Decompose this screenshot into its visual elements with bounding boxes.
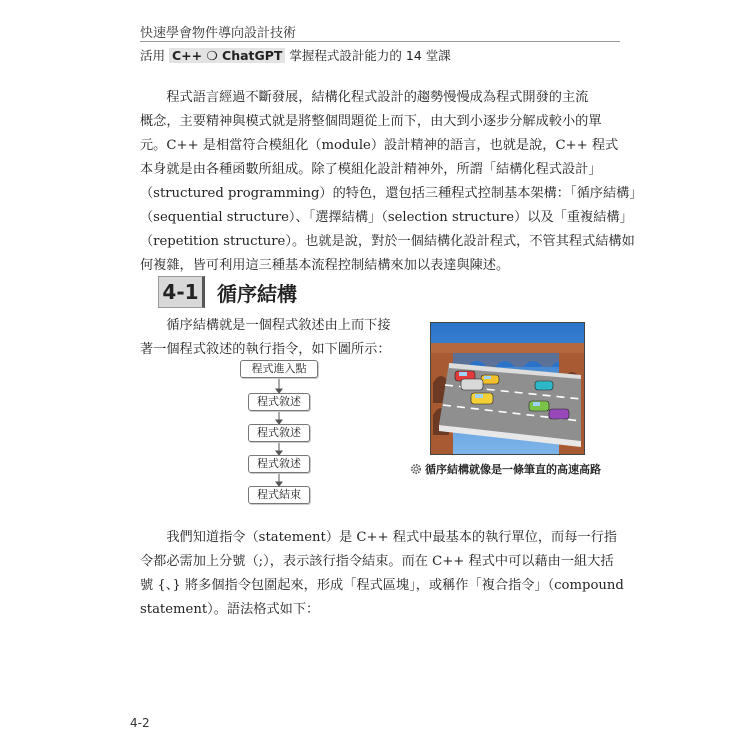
figure-caption-text: 循序結構就像是一條筆直的高速高路	[425, 463, 601, 476]
subtitle-suffix: 掌握程式設計能力的 14 堂課	[285, 48, 451, 63]
sequence-paragraph	[140, 314, 405, 362]
flow-node-statement: 程式敘述	[248, 455, 310, 473]
page-number: 4-2	[130, 716, 150, 730]
subtitle-highlight: C++ ❍ ChatGPT	[169, 48, 285, 63]
paragraph-line: 概念，主要精神與模式就是將整個問題從上而下，由大到小逐步分解成較小的單	[140, 114, 602, 129]
paragraph-line: 程式語言經過不斷發展，結構化程式設計的趨勢慢慢成為程式開發的主流	[140, 90, 589, 105]
paragraph-line: 著一個程式敘述的執行指令，如下圖所示：	[140, 342, 391, 357]
header-divider	[140, 41, 620, 42]
flow-node-statement: 程式敘述	[248, 393, 310, 411]
flow-node-entry: 程式進入點	[240, 360, 318, 378]
paragraph-line: （sequential structure）、「選擇結構」（selection structure）以及「重複結構」	[140, 210, 633, 225]
paragraph-line: （repetition structure）。也就是說，對於一個結構化設計程式，不管其程式結構如	[140, 234, 635, 249]
paragraph-line: 號 {、} 將多個指令包圍起來，形成「程式區塊」，或稱作「複合指令」（compound	[140, 578, 624, 593]
paragraph-line: 令都必需加上分號（;），表示該行指令結束。而在 C++ 程式中可以藉由一組大括	[140, 554, 614, 569]
sequence-flowchart	[230, 360, 350, 520]
subtitle-prefix: 活用	[140, 48, 169, 63]
section-title: 循序結構	[217, 281, 297, 306]
statement-paragraph	[140, 526, 624, 622]
paragraph-line: 元。C++ 是相當符合模組化（module）設計精神的語言，也就是說，C++ 程式	[140, 138, 619, 153]
figure-caption	[410, 461, 601, 477]
flow-node-end: 程式結束	[248, 486, 310, 504]
flow-node-statement: 程式敘述	[248, 424, 310, 442]
gear-icon	[410, 463, 422, 475]
running-header	[140, 22, 620, 63]
paragraph-line: （structured programming）的特色，還包括三種程式控制基本架構：「循序結構」	[140, 186, 643, 201]
highway-illustration	[430, 322, 585, 455]
book-subtitle	[140, 46, 451, 64]
paragraph-line: 循序結構就是一個程式敘述由上而下接	[140, 318, 391, 333]
paragraph-line: 本身就是由各種函數所組成。除了模組化設計精神外，所謂「結構化程式設計」	[140, 162, 602, 177]
paragraph-line: 我們知道指令（statement）是 C++ 程式中最基本的執行單位，而每一行指	[140, 530, 617, 545]
paragraph-line: statement）。語法格式如下：	[140, 602, 320, 617]
section-number: 4-1	[158, 276, 205, 308]
intro-paragraph	[140, 86, 643, 278]
book-title: 快速學會物件導向設計技術	[140, 26, 297, 41]
section-heading	[158, 276, 297, 308]
paragraph-line: 何複雜，皆可利用這三種基本流程控制結構來加以表達與陳述。	[140, 258, 510, 273]
